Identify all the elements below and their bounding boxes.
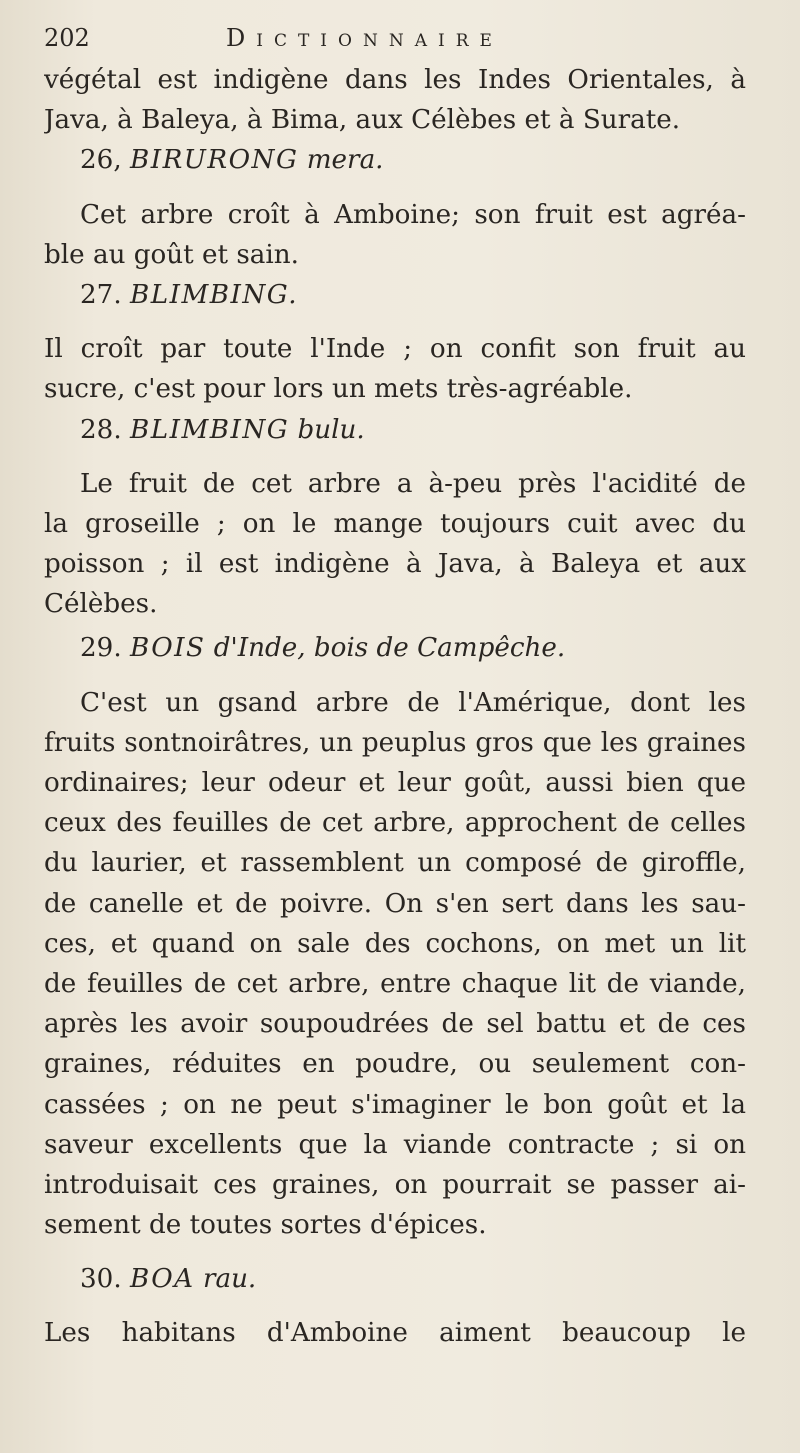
body-text — [44, 60, 746, 1354]
entry-qualifier: rau. — [202, 1264, 257, 1295]
entry-heading-30 — [44, 1259, 746, 1299]
text-line: cassées ; on ne peut s'imaginer le bon goût et la — [44, 1089, 746, 1120]
entry-number: 26, — [80, 145, 122, 176]
entry-heading-27 — [44, 275, 746, 315]
text-line: saveur excellents que la viande contracte ; si on — [44, 1129, 746, 1160]
text-line: sement de toutes sortes d'épices. — [44, 1210, 487, 1241]
text-line: après les avoir soupoudrées de sel battu et de ces — [44, 1009, 746, 1040]
entry-name: BLIMBING. — [129, 279, 299, 310]
entry-qualifier: bulu. — [297, 414, 365, 445]
text-line: poisson ; il est indigène à Java, à Baleya et aux — [44, 549, 746, 580]
entry-qualifier: d'Inde, bois de Campêche. — [213, 633, 566, 664]
text-line: Java, à Baleya, à Bima, aux Célèbes et à Surate. — [44, 105, 681, 136]
page-header — [44, 24, 764, 58]
entry-heading-28 — [44, 410, 746, 450]
text-line: ble au goût et sain. — [44, 239, 299, 270]
text-line: C'est un gsand arbre de l'Amérique, dont les — [80, 687, 746, 718]
entry-number: 28. — [80, 414, 122, 445]
text-line: Le fruit de cet arbre a à-peu près l'acidité de — [80, 468, 746, 499]
entry-qualifier: mera. — [306, 145, 384, 176]
entry-name: BOIS — [129, 633, 206, 664]
entry-number: 29. — [80, 633, 122, 664]
text-line: du laurier, et rassemblent un composé de giroffle, — [44, 848, 746, 879]
text-line: ceux des feuilles de cet arbre, approchent de celles — [44, 808, 746, 839]
text-line: sucre, c'est pour lors un mets très-agréable. — [44, 374, 633, 405]
text-line: graines, réduites en poudre, ou seulement con- — [44, 1049, 746, 1080]
text-line: de canelle et de poivre. On s'en sert dans les sau- — [44, 888, 746, 919]
entry-number: 27. — [80, 279, 122, 310]
running-title: Dictionnaire — [226, 24, 503, 52]
text-line: Célèbes. — [44, 589, 158, 620]
text-line: Il croît par toute l'Inde ; on confit son fruit au — [44, 334, 746, 365]
entry-name: BLIMBING — [129, 414, 290, 445]
text-line: fruits sontnoirâtres, un peuplus gros que les graines — [44, 727, 746, 758]
entry-name: BOA — [129, 1264, 195, 1295]
entry-heading-26 — [44, 140, 746, 180]
page-number: 202 — [44, 24, 90, 52]
text-line: ordinaires; leur odeur et leur goût, aussi bien que — [44, 768, 746, 798]
text-line: la groseille ; on le mange toujours cuit avec du — [44, 508, 746, 539]
text-line: de feuilles de cet arbre, entre chaque lit de viande, — [44, 968, 746, 999]
entry-number: 30. — [80, 1264, 122, 1295]
entry-heading-29 — [44, 628, 746, 668]
text-line: Cet arbre croît à Amboine; son fruit est agréa- — [80, 199, 746, 230]
text-line: ces, et quand on sale des cochons, on met un lit — [44, 928, 746, 959]
text-line: introduisait ces graines, on pourrait se passer ai- — [44, 1169, 746, 1200]
entry-name: BIRURONG — [129, 145, 299, 176]
text-line: Les habitans d'Amboine aiment beaucoup le — [44, 1318, 746, 1349]
text-line: végétal est indigène dans les Indes Orientales, à — [44, 65, 746, 95]
